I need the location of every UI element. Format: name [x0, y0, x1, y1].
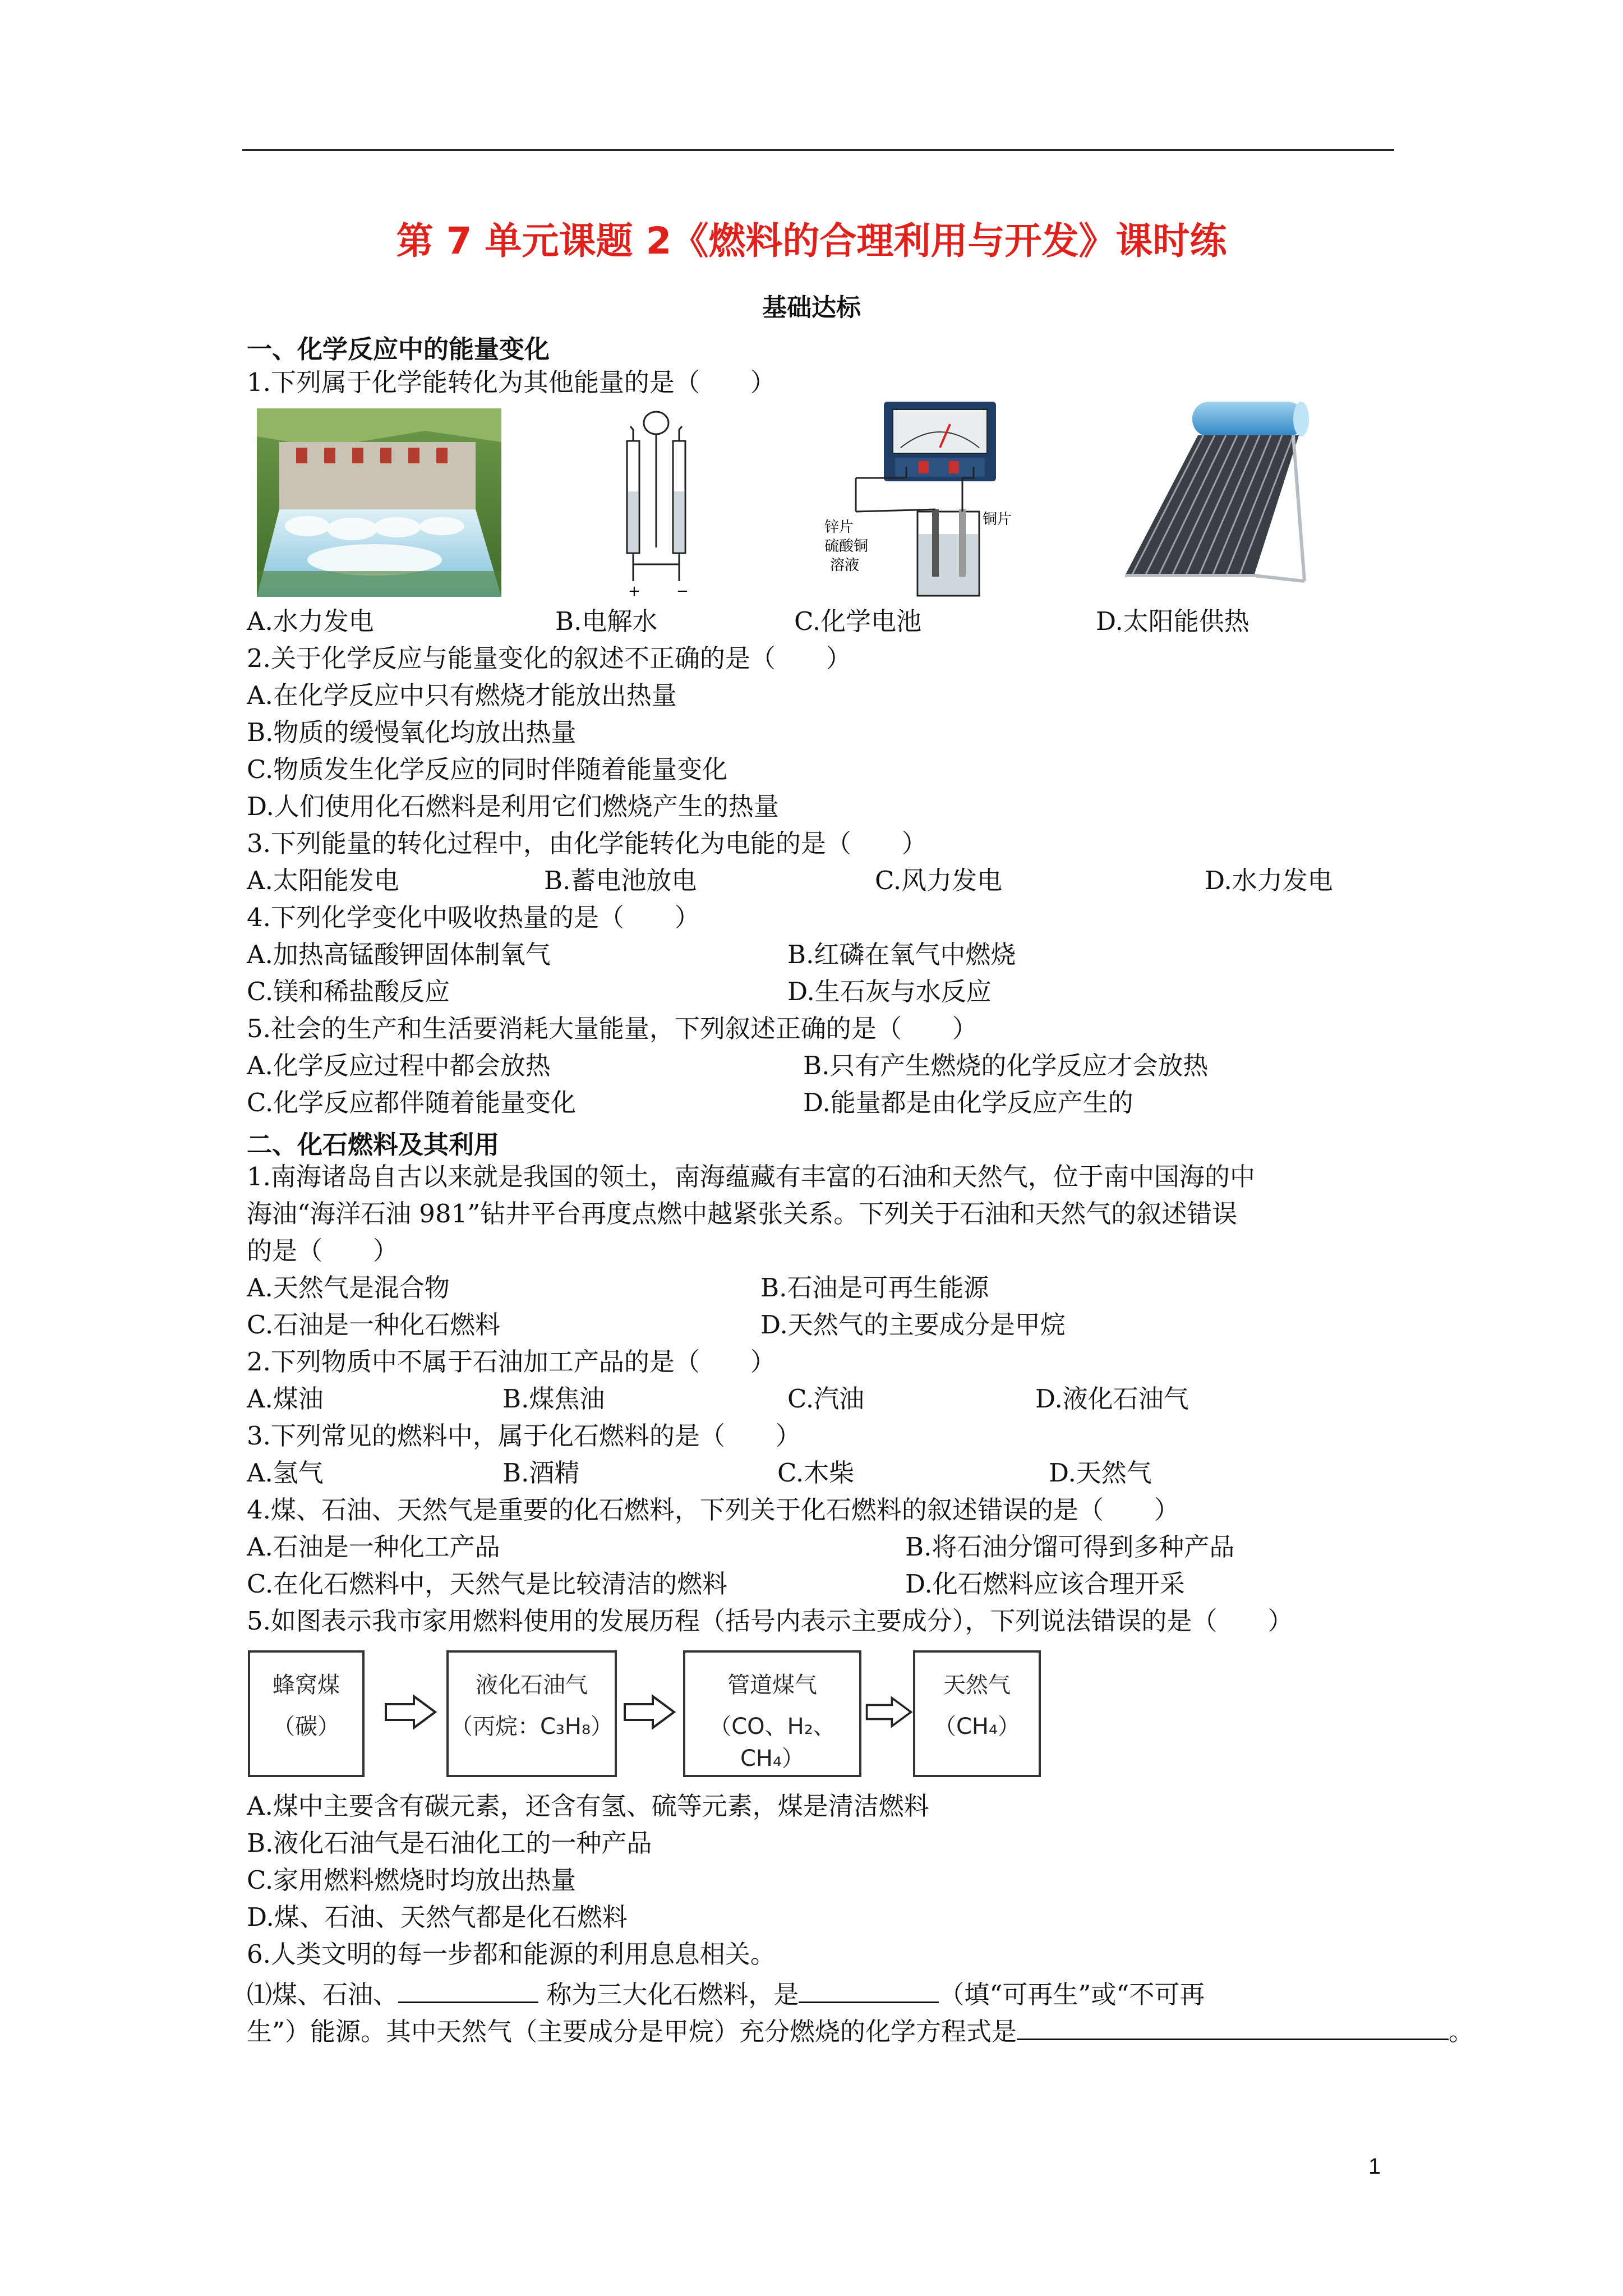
question-stem: 3.下列常见的燃料中，属于化石燃料的是（ ）: [247, 1421, 801, 1451]
option-b: B.酒精: [502, 1458, 580, 1488]
option-a: A.氢气: [247, 1458, 324, 1488]
question-stem: 4.下列化学变化中吸收热量的是（ ）: [247, 903, 700, 932]
option-d: D.水力发电: [1205, 866, 1333, 895]
fill-in-line-1: [247, 1975, 1205, 2012]
option-b: B.煤焦油: [502, 1384, 605, 1414]
option-b: B.将石油分馏可得到多种产品: [905, 1532, 1235, 1562]
right-arrow-icon: [623, 1694, 676, 1730]
right-arrow-icon: [384, 1694, 437, 1730]
chemical-cell-diagram: [822, 399, 1013, 601]
flow-step-name: 蜂窝煤: [273, 1672, 340, 1698]
option-b: B.只有产生燃烧的化学反应才会放热: [803, 1051, 1209, 1080]
option-d: D.天然气: [1049, 1458, 1152, 1488]
flow-step-content: （CH₄）: [933, 1714, 1021, 1740]
option-a: A.石油是一种化工产品: [247, 1532, 500, 1562]
fill-in-text: （填“可再生”或“不可再: [939, 1980, 1205, 2009]
answer-blank[interactable]: [1017, 2012, 1449, 2040]
option-a: A.在化学反应中只有燃烧才能放出热量: [247, 680, 677, 710]
page-subtitle: 基础达标: [762, 293, 861, 322]
electrolysis-apparatus-diagram: [606, 407, 707, 598]
question-stem: 5.社会的生产和生活要消耗大量能量，下列叙述正确的是（ ）: [247, 1014, 978, 1043]
option-c: C.镁和稀盐酸反应: [247, 977, 450, 1006]
option-a: A.加热高锰酸钾固体制氧气: [247, 940, 551, 969]
hydropower-dam-image: [257, 408, 501, 597]
flow-step-name: 天然气: [943, 1672, 1011, 1698]
option-d: D.生石灰与水反应: [787, 977, 992, 1006]
option-b: B.石油是可再生能源: [760, 1273, 989, 1303]
option-c: C.家用燃料燃烧时均放出热量: [247, 1865, 577, 1895]
flow-step-name: 液化石油气: [476, 1672, 588, 1698]
option-d: D.能量都是由化学反应产生的: [803, 1088, 1133, 1117]
electrode-minus-label: −: [676, 583, 689, 598]
answer-blank[interactable]: [398, 1975, 538, 2003]
fill-in-line-2: [247, 2012, 1474, 2049]
section-heading: 一、化学反应中的能量变化: [247, 334, 550, 364]
electrode-plus-label: +: [628, 583, 640, 598]
page-number: 1: [1368, 2154, 1381, 2179]
fill-in-text: 称为三大化石燃料，是: [538, 1980, 799, 2009]
fill-in-text: ⑴煤、石油、: [247, 1980, 399, 2009]
solar-water-heater-image: [1114, 396, 1316, 598]
right-arrow-icon: [865, 1694, 913, 1730]
option-a: A.煤油: [247, 1384, 324, 1414]
option-a: A.太阳能发电: [247, 866, 399, 895]
option-d: D.太阳能供热: [1096, 606, 1249, 636]
option-c: C.石油是一种化石燃料: [247, 1310, 501, 1340]
option-a: A.天然气是混合物: [247, 1273, 450, 1303]
flow-step-content: （碳）: [273, 1714, 340, 1740]
option-b: B.电解水: [555, 606, 658, 636]
option-d: D.液化石油气: [1035, 1384, 1189, 1414]
zinc-plate-label: 锌片: [824, 519, 854, 536]
page-title: 第 7 单元课题 2《燃料的合理利用与开发》课时练: [396, 219, 1227, 263]
flow-step-content: （CO、H₂、CH₄）: [709, 1714, 836, 1772]
option-a: A.化学反应过程中都会放热: [247, 1051, 551, 1080]
option-b: B.蓄电池放电: [544, 866, 697, 895]
question-stem-line: 1.南海诸岛自古以来就是我国的领土，南海蕴藏有丰富的石油和天然气，位于南中国海的中: [247, 1162, 1255, 1191]
option-c: C.化学反应都伴随着能量变化: [247, 1088, 577, 1117]
question-stem: 2.关于化学反应与能量变化的叙述不正确的是（ ）: [247, 643, 851, 673]
question-stem: 1.下列属于化学能转化为其他能量的是（ ）: [247, 367, 776, 397]
flow-step-lpg: [446, 1650, 617, 1777]
copper-sulfate-label: 硫酸铜: [824, 538, 869, 555]
flow-step-content: （丙烷：C₃H₈）: [450, 1714, 614, 1740]
solution-label: 溶液: [830, 557, 860, 574]
option-a: A.水力发电: [247, 606, 374, 636]
header-rule: [242, 149, 1394, 151]
option-d: D.煤、石油、天然气都是化石燃料: [247, 1902, 628, 1932]
section-heading: 二、化石燃料及其利用: [247, 1130, 500, 1159]
option-c: C.木柴: [777, 1458, 855, 1488]
option-d: D.天然气的主要成分是甲烷: [760, 1310, 1066, 1340]
fill-in-text: 。: [1449, 2017, 1474, 2046]
option-c: C.汽油: [787, 1384, 865, 1414]
question-stem: 4.煤、石油、天然气是重要的化石燃料，下列关于化石燃料的叙述错误的是（ ）: [247, 1495, 1179, 1525]
option-a: A.煤中主要含有碳元素，还含有氢、硫等元素，煤是清洁燃料: [247, 1791, 929, 1821]
flow-step-natural-gas: [913, 1650, 1041, 1777]
option-b: B.物质的缓慢氧化均放出热量: [247, 717, 577, 747]
option-c: C.风力发电: [875, 866, 1003, 895]
option-b: B.液化石油气是石油化工的一种产品: [247, 1828, 652, 1858]
question-stem: 3.下列能量的转化过程中，由化学能转化为电能的是（ ）: [247, 829, 927, 858]
flow-step-honeycomb-coal: [248, 1650, 365, 1777]
answer-blank[interactable]: [799, 1975, 939, 2003]
question-stem: 6.人类文明的每一步都和能源的利用息息相关。: [247, 1939, 776, 1969]
option-c: C.化学电池: [794, 606, 922, 636]
flow-step-name: 管道煤气: [727, 1672, 817, 1698]
option-c: C.物质发生化学反应的同时伴随着能量变化: [247, 754, 728, 784]
option-d: D.人们使用化石燃料是利用它们燃烧产生的热量: [247, 792, 779, 821]
question-stem: 5.如图表示我市家用燃料使用的发展历程（括号内表示主要成分），下列说法错误的是（ ）: [247, 1606, 1293, 1636]
option-d: D.化石燃料应该合理开采: [905, 1569, 1185, 1599]
question-stem: 2.下列物质中不属于石油加工产品的是（ ）: [247, 1347, 776, 1377]
flow-step-pipeline-gas: [683, 1650, 861, 1777]
question-stem-line: 海油“海洋石油 981”钻井平台再度点燃中越紧张关系。下列关于石油和天然气的叙述错误: [247, 1199, 1238, 1228]
option-c: C.在化石燃料中，天然气是比较清洁的燃料: [247, 1569, 728, 1599]
fill-in-text: 生”）能源。其中天然气（主要成分是甲烷）充分燃烧的化学方程式是: [247, 2017, 1017, 2046]
question-stem-line: 的是（ ）: [247, 1236, 399, 1266]
option-b: B.红磷在氧气中燃烧: [787, 940, 1016, 969]
copper-plate-label: 铜片: [983, 511, 1012, 528]
